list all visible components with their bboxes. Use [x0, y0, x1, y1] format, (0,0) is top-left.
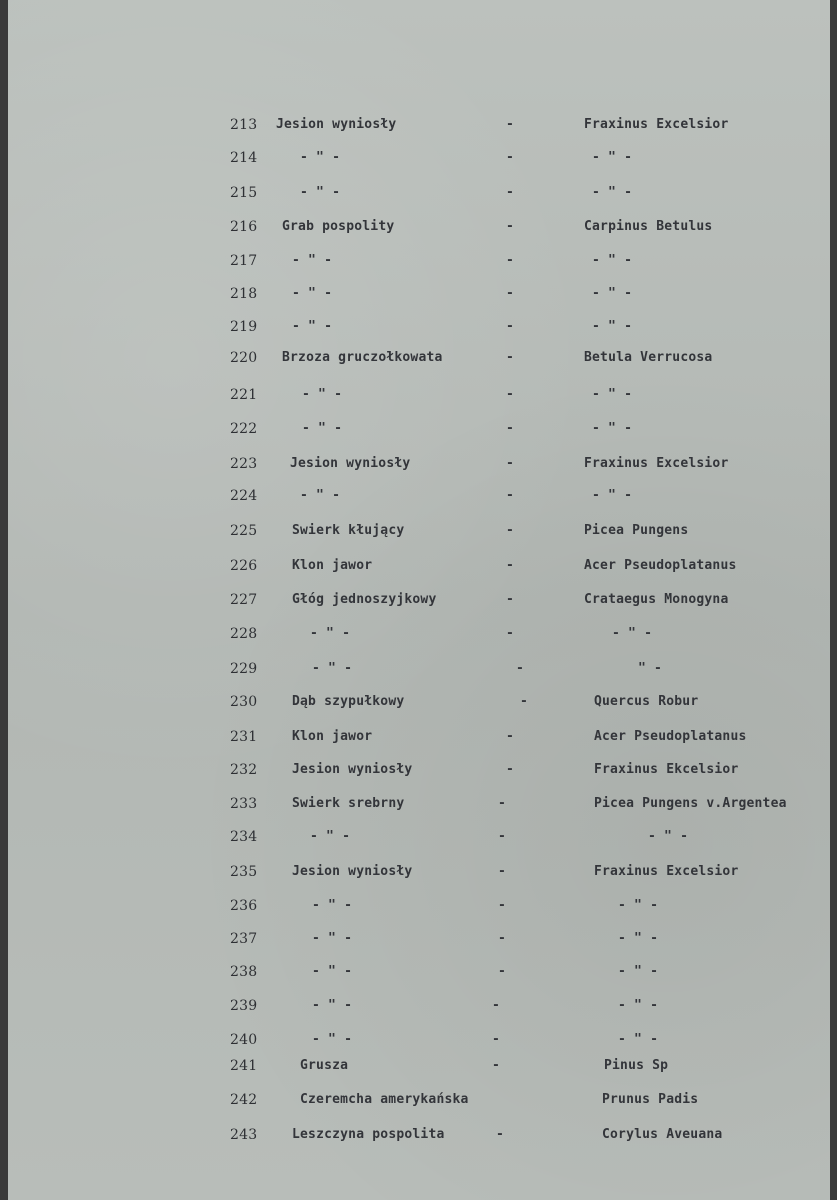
separator-dash: - — [506, 523, 515, 538]
row-number: 219 — [230, 319, 258, 335]
latin-name: - " - — [618, 1032, 659, 1047]
separator-dash: - — [520, 694, 529, 709]
row-number: 221 — [230, 387, 258, 403]
latin-name: Crataegus Monogyna — [584, 592, 729, 607]
separator-dash: - — [498, 964, 507, 979]
row-number: 231 — [230, 729, 258, 745]
row-number: 233 — [230, 796, 258, 812]
row-number: 236 — [230, 898, 258, 914]
latin-name: - " - — [592, 319, 633, 334]
separator-dash: - — [498, 898, 507, 913]
polish-name: - " - — [310, 829, 351, 844]
latin-name: - " - — [592, 421, 633, 436]
latin-name: - " - — [648, 829, 689, 844]
list-row — [8, 829, 830, 851]
latin-name: - " - — [592, 488, 633, 503]
polish-name: Klon jawor — [292, 558, 373, 573]
polish-name: - " - — [300, 150, 341, 165]
polish-name: Jesion wyniosły — [276, 117, 397, 132]
polish-name: - " - — [292, 253, 333, 268]
polish-name: Swierk srebrny — [292, 796, 405, 811]
polish-name: Swierk kłujący — [292, 523, 405, 538]
latin-name: - " - — [618, 998, 659, 1013]
list-row — [8, 661, 830, 683]
row-number: 222 — [230, 421, 258, 437]
polish-name: - " - — [292, 286, 333, 301]
separator-dash: - — [492, 1032, 501, 1047]
row-number: 227 — [230, 592, 258, 608]
list-row — [8, 286, 830, 308]
separator-dash: - — [506, 488, 515, 503]
separator-dash: - — [506, 150, 515, 165]
latin-name: Corylus Aveuana — [602, 1127, 723, 1142]
separator-dash: - — [498, 931, 507, 946]
list-row — [8, 488, 830, 510]
latin-name: - " - — [592, 387, 633, 402]
polish-name: Grusza — [300, 1058, 349, 1073]
list-row — [8, 185, 830, 207]
polish-name: Grab pospolity — [282, 219, 395, 234]
separator-dash: - — [506, 456, 515, 471]
list-row — [8, 1058, 830, 1080]
latin-name: Betula Verrucosa — [584, 350, 713, 365]
separator-dash: - — [506, 219, 515, 234]
polish-name: - " - — [312, 661, 353, 676]
separator-dash: - — [506, 626, 515, 641]
list-row — [8, 523, 830, 545]
list-row — [8, 350, 830, 372]
latin-name: " - — [638, 661, 663, 676]
row-number: 241 — [230, 1058, 258, 1074]
separator-dash: - — [506, 319, 515, 334]
list-row — [8, 796, 830, 818]
row-number: 224 — [230, 488, 258, 504]
latin-name: - " - — [618, 898, 659, 913]
row-number: 223 — [230, 456, 258, 472]
row-number: 215 — [230, 185, 258, 201]
separator-dash: - — [498, 829, 507, 844]
polish-name: Klon jawor — [292, 729, 373, 744]
list-row — [8, 421, 830, 443]
row-number: 230 — [230, 694, 258, 710]
row-number: 240 — [230, 1032, 258, 1048]
list-row — [8, 762, 830, 784]
polish-name: Jesion wyniosły — [292, 864, 413, 879]
list-row — [8, 456, 830, 478]
latin-name: Pinus Sp — [604, 1058, 669, 1073]
polish-name: Jesion wyniosły — [290, 456, 411, 471]
row-number: 220 — [230, 350, 258, 366]
latin-name: - " - — [592, 253, 633, 268]
polish-name: Czeremcha amerykańska — [300, 1092, 469, 1107]
latin-name: - " - — [592, 150, 633, 165]
species-list — [8, 0, 830, 1200]
list-row — [8, 592, 830, 614]
list-row — [8, 319, 830, 341]
list-row — [8, 864, 830, 886]
latin-name: Acer Pseudoplatanus — [594, 729, 747, 744]
row-number: 239 — [230, 998, 258, 1014]
separator-dash: - — [506, 421, 515, 436]
latin-name: - " - — [592, 185, 633, 200]
separator-dash: - — [506, 253, 515, 268]
list-row — [8, 253, 830, 275]
latin-name: Fraxinus Excelsior — [594, 864, 739, 879]
separator-dash: - — [492, 1058, 501, 1073]
latin-name: - " - — [618, 964, 659, 979]
row-number: 234 — [230, 829, 258, 845]
polish-name: - " - — [310, 626, 351, 641]
separator-dash: - — [516, 661, 525, 676]
latin-name: Fraxinus Ekcelsior — [594, 762, 739, 777]
separator-dash: - — [506, 558, 515, 573]
list-row — [8, 1092, 830, 1114]
polish-name: - " - — [302, 421, 343, 436]
latin-name: Picea Pungens — [584, 523, 689, 538]
document-page — [8, 0, 830, 1200]
polish-name: Głóg jednoszyjkowy — [292, 592, 437, 607]
row-number: 218 — [230, 286, 258, 302]
polish-name: - " - — [292, 319, 333, 334]
latin-name: Quercus Robur — [594, 694, 699, 709]
separator-dash: - — [506, 350, 515, 365]
polish-name: - " - — [302, 387, 343, 402]
polish-name: Dąb szypułkowy — [292, 694, 405, 709]
separator-dash: - — [492, 998, 501, 1013]
polish-name: Brzoza gruczołkowata — [282, 350, 443, 365]
separator-dash: - — [498, 864, 507, 879]
separator-dash: - — [506, 729, 515, 744]
row-number: 214 — [230, 150, 258, 166]
row-number: 213 — [230, 117, 258, 133]
separator-dash: - — [506, 387, 515, 402]
latin-name: - " - — [612, 626, 653, 641]
list-row — [8, 626, 830, 648]
polish-name: - " - — [312, 998, 353, 1013]
list-row — [8, 387, 830, 409]
separator-dash: - — [506, 592, 515, 607]
latin-name: - " - — [618, 931, 659, 946]
polish-name: - " - — [312, 964, 353, 979]
row-number: 242 — [230, 1092, 258, 1108]
latin-name: Fraxinus Excelsior — [584, 456, 729, 471]
row-number: 243 — [230, 1127, 258, 1143]
polish-name: - " - — [312, 931, 353, 946]
separator-dash: - — [496, 1127, 505, 1142]
latin-name: Picea Pungens v.Argentea — [594, 796, 787, 811]
row-number: 232 — [230, 762, 258, 778]
list-row — [8, 558, 830, 580]
list-row — [8, 898, 830, 920]
polish-name: - " - — [312, 1032, 353, 1047]
polish-name: - " - — [312, 898, 353, 913]
separator-dash: - — [506, 286, 515, 301]
polish-name: Jesion wyniosły — [292, 762, 413, 777]
latin-name: - " - — [592, 286, 633, 301]
row-number: 226 — [230, 558, 258, 574]
polish-name: - " - — [300, 185, 341, 200]
row-number: 237 — [230, 931, 258, 947]
list-row — [8, 964, 830, 986]
list-row — [8, 694, 830, 716]
list-row — [8, 931, 830, 953]
separator-dash: - — [506, 762, 515, 777]
latin-name: Acer Pseudoplatanus — [584, 558, 737, 573]
row-number: 238 — [230, 964, 258, 980]
row-number: 216 — [230, 219, 258, 235]
latin-name: Fraxinus Excelsior — [584, 117, 729, 132]
row-number: 235 — [230, 864, 258, 880]
list-row — [8, 1127, 830, 1149]
list-row — [8, 1032, 830, 1054]
list-row — [8, 117, 830, 139]
separator-dash: - — [506, 117, 515, 132]
row-number: 228 — [230, 626, 258, 642]
row-number: 217 — [230, 253, 258, 269]
list-row — [8, 729, 830, 751]
latin-name: Carpinus Betulus — [584, 219, 713, 234]
list-row — [8, 150, 830, 172]
separator-dash: - — [498, 796, 507, 811]
list-row — [8, 219, 830, 241]
polish-name: - " - — [300, 488, 341, 503]
separator-dash: - — [506, 185, 515, 200]
list-row — [8, 998, 830, 1020]
row-number: 229 — [230, 661, 258, 677]
polish-name: Leszczyna pospolita — [292, 1127, 445, 1142]
row-number: 225 — [230, 523, 258, 539]
latin-name: Prunus Padis — [602, 1092, 699, 1107]
